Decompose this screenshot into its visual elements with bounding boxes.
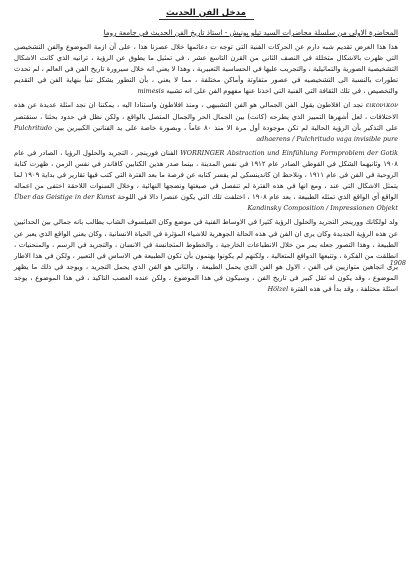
term-pulchritudo: Pulchritudo adhaerens / Pulchritudo vaga <box>14 123 352 143</box>
term-formproblem: Formproblem der Gotik <box>320 148 398 157</box>
paragraph-1-text: هذا هذا العرض تقديم شبه دارم عن الحركات الفنية التي توجه ت دعائمها خلال عصرنا هذا ، على أن ازمة الموضوع والفن التشخيصي التي ظهرت بالاشكال متخللة في النصف الثاني من القرن التاسع عشر ، في تمثيل ما يطوق عن الرؤية ، ترانيه الذي كانت الاشكال التشخيصية الصورية والتماثيلية ، والتجريب عليها في الحساسية التعبيرية ، وهذا لا يعني انه خلال سيرورة تاريخ الفن في العالم ، لم تحدث تطورات بالنسبة الى التشخيصيه في عصور متفاوتة وأماكن مختلفة ، مما لا يعني ، بأن التطور يشكل تنبأ بنهاية الفن في التقديم والتخصيص ، في تلك الثقافة التي الفنية التي اخذنا عنها مفهوم الفن على انه تشبيه <box>14 43 398 96</box>
paragraph-1 <box>14 42 398 97</box>
term-objekt: Objekt <box>376 204 398 213</box>
term-invisible: invisible pure <box>353 134 398 143</box>
page-title: مدخل الفن الحديث <box>166 8 246 18</box>
term-geistige: Über das Geistige in der Kunst <box>14 193 116 202</box>
term-hoelzel: Hölzel <box>267 284 289 293</box>
lecture-subtitle: المحاضرة الاولى من سلسلة محاضرات السيد تيلو بونيش - استاذ تاريخ الفن الحديث في جامعة روما <box>103 28 398 37</box>
term-mimesis: mimesis <box>137 87 165 96</box>
margin-note: 1908 <box>389 259 406 267</box>
paragraph-4-text: ولد لولكانك وورينجر التجريد والحلول الرؤية كثيرا في الاوساط الفنية في موضع وكان الفيلسوف الشاب يطالب بانه جمالي بين الحداثيين عن هذه الرؤية الجديدة وكان يرى ان الفن في هذه الحالة الجوهرية للاشياء المؤثرة في الحياة الانسانية ، وكان يعني الواقع الذي يعبر عن الطبيعة ، وهذا التصور جعله يمر من خلال الانطباعات الخارجية ، والخطوط المتجانسة في الانسان ، والتجريد في الرسم ، والمنحنيات ، انطلقت من الفكرة ، وتتبعها الدوافع المتعالية ، ولكنهم لم يكونوا يهتمون بأن تكون الطبيعة هي الاساس في التعبير ، ولكن في هذا الاطار يرى اتجاهين متوازيين في الفن ، الاول هو الفن الذي يحمل الطبيعة ، والثاني هو الفن الذي يحمل التجريد ، ويوجد في ذلك ما يظهر الموضوع ، وقد يكون له ثقل كبير في تاريخ الفن ، وسيكون في هذا الموضوع ، ولكن عنده العصب التاكيد ، في هذا الموضوع ، يوجد اسئلة مختلفة ، وقد بدأ في هذه الفترة <box>14 218 398 293</box>
paragraph-2-text: نجد ان افلاطون يقول الفن الجمالي هو الفن التشبيهي ، ومنذ افلاطون واستنادا اليه ، يمكننا ان نجد امثلة عديدة عن هذه الاختلافات ، لعل أشهرها التمييز الذي يطرحه (كانت) بين الجمال الحر والجمال المتصل بالواقع ، ولكن نظل في حدود بحثنا ، سنقتصر على التذكير بأن الرؤية الحالية لم تكن موجودة أول مرة الا منذ ٨٠ عاماً ، وبصورة خاصة على يد الفنانين الكبيرين بين <box>14 101 398 132</box>
paragraph-4 <box>14 217 398 295</box>
term-eikonikon: εικονικον <box>365 101 398 110</box>
term-impressionen: Composition / Impressionen <box>283 204 375 213</box>
term-abstraktion: Abstraction und Einfühlung <box>227 148 318 157</box>
paragraph-3-text: الفنان فورينجر ، التجريد والحلول الرؤيا ، الصادر في عام ١٩٠٨ وثانيهما الشكل في القوطي الصادر عام ١٩١٢ في نفس المدينة ، بينما صدر هذين الكتابين كافاندر في نفس الزمن ، ظهرت كتابة الروحية في الفن في عام ١٩١١ ، ونلاحظ ان كاندينسكي لم يفسر كتابه عن فرصة ما بعد الفترة التي كتب فيها تقارير في بداية ١٩٠٩ لما يتمثل الاشكال التي عند ، ومع انها في هذه الفترة لم تنفصل في صيغتها ونضجها النهائية ، وخلال السنوات اللاحقة اختفى من اعماله الواقع أي الواقع الذي تمثله الطبيعة ، بعد عام ١٩٠٨ ، اختلفت تلك التي يكون عنصرا دالا في اللوحة <box>14 148 399 202</box>
paragraph-3 <box>14 148 398 215</box>
term-worringer: WORRINGER <box>180 148 225 157</box>
title-underline <box>159 19 254 20</box>
term-kandinsky: Kandinsky <box>247 204 282 213</box>
paragraph-2 <box>14 100 398 144</box>
